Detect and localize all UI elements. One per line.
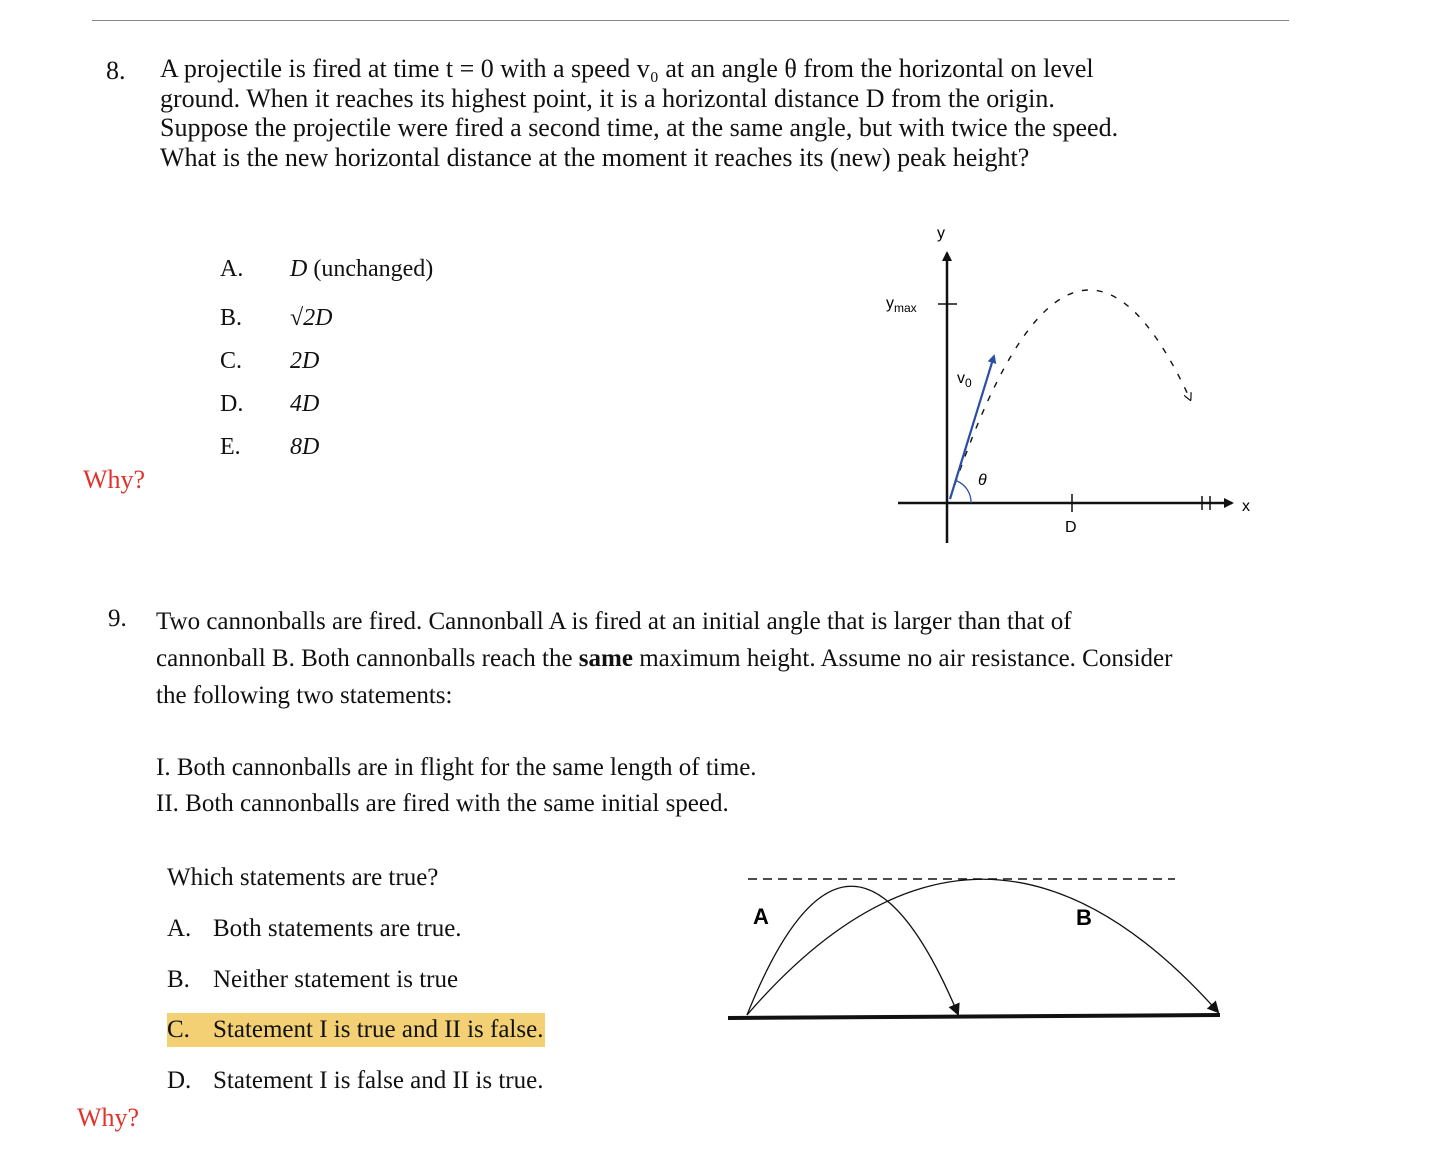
q9-option-text: Statement I is false and II is true. xyxy=(213,1067,544,1094)
q8-why: Why? xyxy=(83,465,146,494)
q8-number: 8. xyxy=(106,56,126,85)
q8-option-value: 8D xyxy=(290,434,320,460)
cannonball-diagram xyxy=(720,860,1230,1030)
q8-line: Suppose the projectile were fired a second time, at the same angle, but with twice the speed. xyxy=(160,113,1119,142)
q8-line: ground. When it reaches its highest point, it is a horizontal distance D from the origin. xyxy=(160,83,1055,113)
q8-question-text xyxy=(160,54,1290,172)
d-label: D xyxy=(1065,519,1077,536)
q8-option-label: C. xyxy=(220,348,243,374)
q9-prompt: Which statements are true? xyxy=(167,864,439,891)
angle-arc xyxy=(957,481,971,503)
label-a: A xyxy=(753,904,769,929)
q8-option-value: 4D xyxy=(290,391,320,417)
q8-option-value: √2D xyxy=(290,305,333,331)
q9-number: 9. xyxy=(108,605,127,632)
q9-option-label: A. xyxy=(167,915,192,942)
q8-option-label: B. xyxy=(220,305,243,331)
q9-line: Two cannonballs are fired. Cannonball A is fired at an initial angle that is larger than that of xyxy=(156,608,1072,635)
highlighted-answer xyxy=(167,1013,545,1047)
trajectory-a xyxy=(747,886,958,1015)
q8-line: A projectile is fired at time t = 0 with a speed v₀ at an angle θ from the horizontal on level xyxy=(160,54,1094,83)
q9-question-text xyxy=(156,603,1296,714)
q9-option-a[interactable] xyxy=(167,915,462,943)
q8-option-label: D. xyxy=(220,391,244,417)
q9-line: the following two statements: xyxy=(156,682,453,709)
q9-why: Why? xyxy=(77,1103,140,1132)
theta-label: θ xyxy=(978,472,987,489)
q8-line: What is the new horizontal distance at the moment it reaches its (new) peak height? xyxy=(160,142,1030,172)
q9-option-b[interactable] xyxy=(167,966,458,994)
q8-option-value: 2D xyxy=(290,348,320,374)
label-b: B xyxy=(1076,905,1092,930)
q8-option-label: A. xyxy=(220,256,244,282)
q9-line: cannonball B. Both cannonballs reach the same maximum height. Assume no air resistance. Consider xyxy=(156,645,1173,672)
q9-option-label: B. xyxy=(167,966,190,993)
ground-line xyxy=(728,1015,1220,1018)
q9-option-text: Neither statement is true xyxy=(213,966,459,993)
ymax-label: $y_{max}$ xyxy=(886,295,917,315)
projectile-diagram xyxy=(870,215,1270,555)
statement-2: II. Both cannonballs are fired with the same initial speed. xyxy=(156,790,729,817)
x-axis-label: x xyxy=(1242,498,1250,515)
q9-option-text: Both statements are true. xyxy=(213,915,462,942)
q8-option-value: D (unchanged) xyxy=(290,256,434,282)
y-axis-label: y xyxy=(937,225,945,242)
v0-label: $v_0$ xyxy=(957,370,972,390)
q9-option-d[interactable] xyxy=(167,1067,543,1095)
q9-option-label: D. xyxy=(167,1067,192,1094)
q9-option-c[interactable] xyxy=(167,1016,545,1044)
top-divider xyxy=(92,20,1289,21)
q9-option-text: Statement I is true and II is false. xyxy=(213,1016,544,1043)
statement-1: I. Both cannonballs are in flight for the same length of time. xyxy=(156,754,757,781)
q8-option-label: E. xyxy=(220,434,241,460)
trajectory-path xyxy=(950,290,1190,499)
q9-option-label: C. xyxy=(167,1016,190,1043)
emphasis-same: same xyxy=(578,645,633,672)
